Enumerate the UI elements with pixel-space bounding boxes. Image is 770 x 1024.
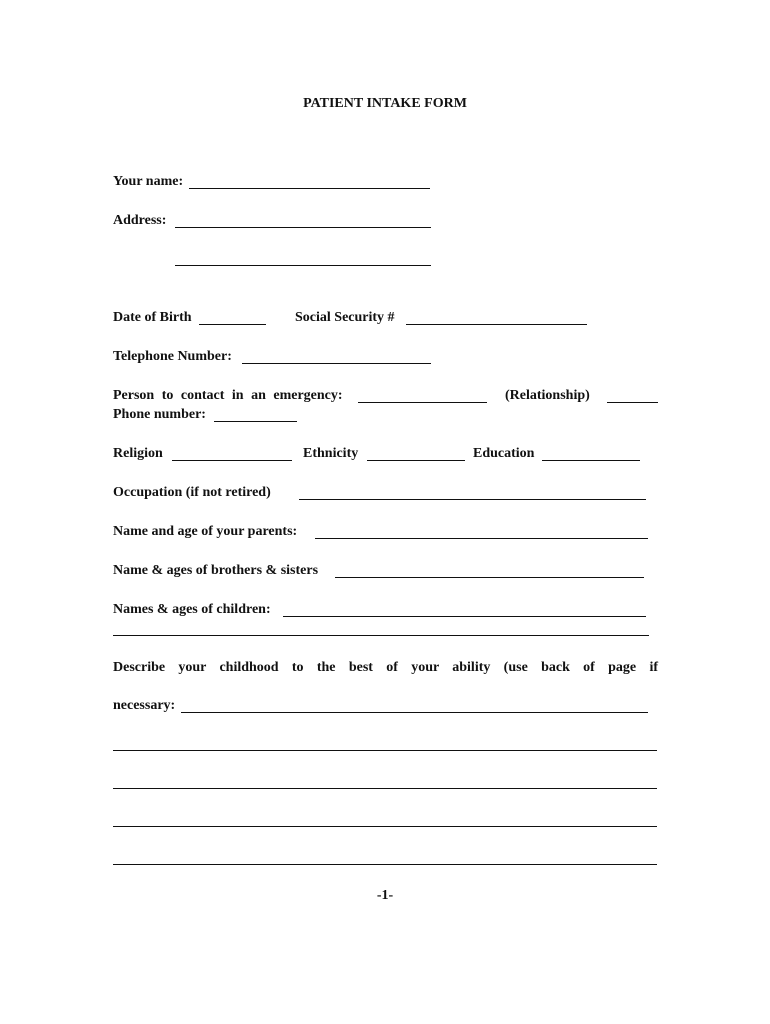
address-field-line-1[interactable]: [175, 227, 431, 228]
childhood-prompt: Describe your childhood to the best of your ability (use back of page if: [113, 660, 658, 675]
page-number: -1-: [376, 888, 394, 903]
children-field-line-1[interactable]: [283, 616, 646, 617]
children-label: Names & ages of children:: [113, 602, 271, 617]
education-label: Education: [473, 446, 535, 461]
parents-field[interactable]: [315, 538, 648, 539]
childhood-field-line-2[interactable]: [113, 750, 657, 751]
dob-label: Date of Birth: [113, 310, 192, 325]
religion-field[interactable]: [172, 460, 292, 461]
relationship-field[interactable]: [607, 402, 658, 403]
telephone-label: Telephone Number:: [113, 349, 232, 364]
children-field-line-2[interactable]: [113, 635, 649, 636]
address-label: Address:: [113, 213, 167, 228]
parents-label: Name and age of your parents:: [113, 524, 298, 539]
relationship-label: (Relationship): [505, 388, 590, 403]
occupation-label: Occupation (if not retired): [113, 485, 271, 500]
childhood-field-line-4[interactable]: [113, 826, 657, 827]
childhood-field-line-5[interactable]: [113, 864, 657, 865]
siblings-label: Name & ages of brothers & sisters: [113, 563, 319, 578]
phone-number-field[interactable]: [214, 421, 297, 422]
dob-field[interactable]: [199, 324, 266, 325]
religion-label: Religion: [113, 446, 163, 461]
education-field[interactable]: [542, 460, 640, 461]
telephone-field[interactable]: [242, 363, 431, 364]
childhood-field-line-1[interactable]: [181, 712, 648, 713]
siblings-field[interactable]: [335, 577, 644, 578]
ssn-label: Social Security #: [295, 310, 395, 325]
childhood-prompt-cont: necessary:: [113, 698, 176, 713]
ethnicity-label: Ethnicity: [303, 446, 359, 461]
your-name-field[interactable]: [189, 188, 430, 189]
phone-number-label: Phone number:: [113, 407, 206, 422]
your-name-label: Your name:: [113, 174, 184, 189]
childhood-field-line-3[interactable]: [113, 788, 657, 789]
ethnicity-field[interactable]: [367, 460, 465, 461]
ssn-field[interactable]: [406, 324, 587, 325]
emergency-contact-label: Person to contact in an emergency:: [113, 388, 343, 403]
emergency-contact-field[interactable]: [358, 402, 487, 403]
address-field-line-2[interactable]: [175, 265, 431, 266]
occupation-field[interactable]: [299, 499, 646, 500]
form-title: PATIENT INTAKE FORM: [303, 96, 467, 111]
